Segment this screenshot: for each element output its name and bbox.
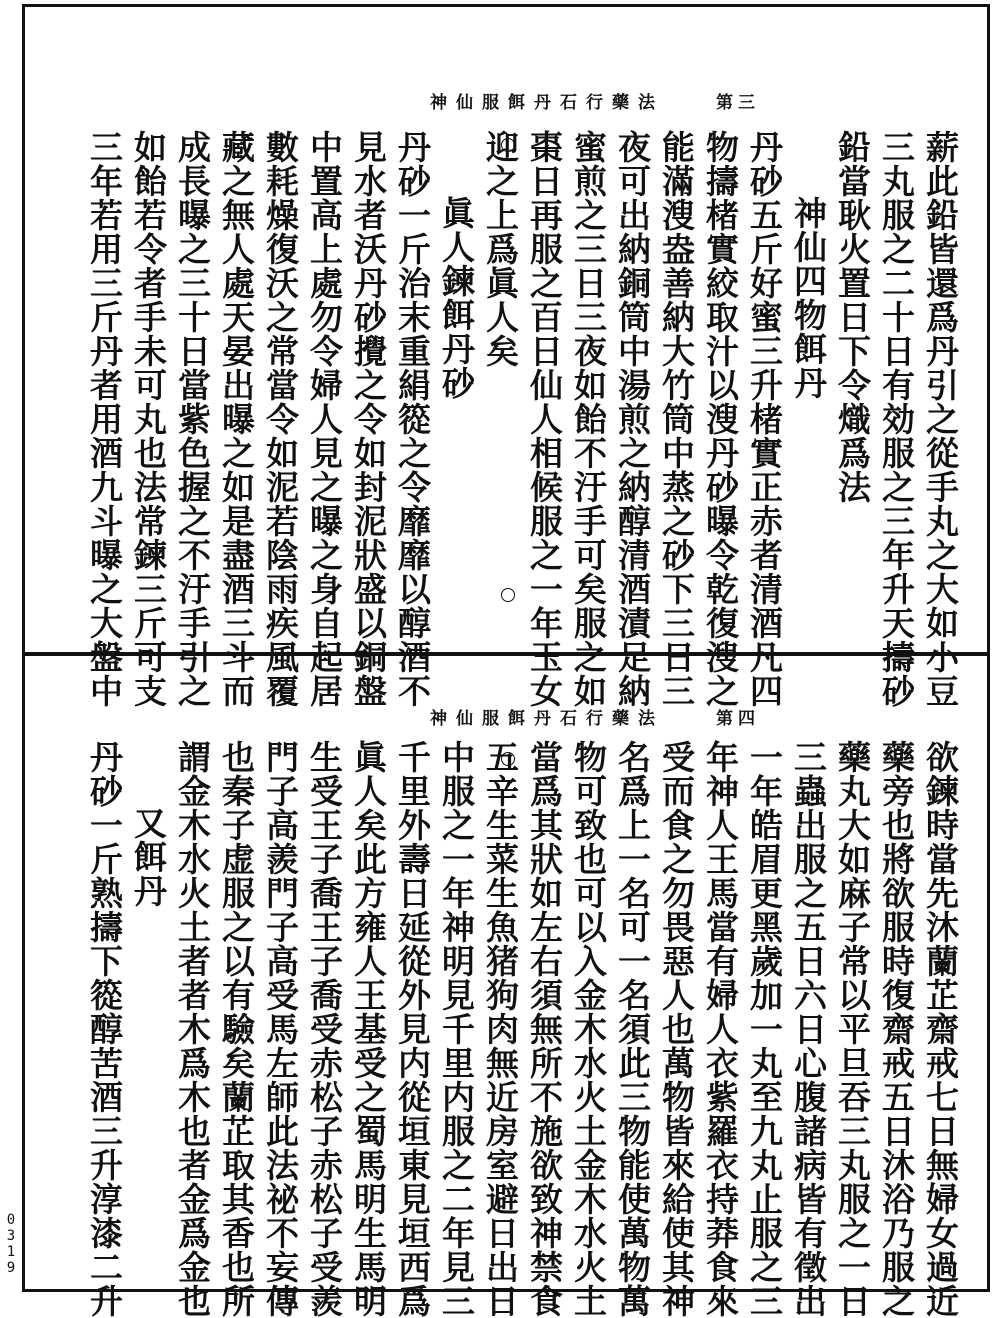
text-column: 如飴若令者手未可丸也法常鍊三斤可支: [129, 130, 168, 708]
text-column: 又餌丹: [129, 806, 168, 908]
upper-page-header: [430, 88, 760, 113]
text-column: 丹砂一斤熟擣下篵醇苦酒三升淳漆二升: [85, 740, 124, 1318]
text-column: 中置高上處勿令婦人見之曝之身自起居: [305, 130, 344, 708]
text-column: 三蟲出服之五日六日心腹諸病皆有徵出: [789, 740, 828, 1318]
upper-header-title: 神仙服餌丹石行藥法: [430, 93, 664, 113]
section-marker: [501, 752, 515, 766]
text-column: 一年皓眉更黑歲加一丸至九丸止服之三: [745, 740, 784, 1318]
text-column: 藥旁也將欲服時復齋戒五日沐浴乃服之: [877, 740, 916, 1318]
text-column: 三年若用三斤丹者用酒九斗曝之大盤中: [85, 130, 124, 708]
text-column: 也秦子虚服之以有驗矣蘭芷取其香也所: [217, 740, 256, 1318]
text-column: 謂金木水火土者者木爲木也者金爲金也: [173, 740, 212, 1318]
text-column: 夜可出納銅筒中湯煎之納醇清酒漬足納: [613, 130, 652, 708]
text-column: 丹砂五斤好蜜三升楮實正赤者清酒凡四: [745, 130, 784, 708]
text-column: 物擣楮實絞取汁以溲丹砂曝令乾復溲之: [701, 130, 740, 708]
text-column: 迎之上爲眞人矣: [481, 130, 520, 368]
text-column: 五辛生菜生魚猪狗肉無近房室避日出日: [481, 740, 520, 1318]
upper-page-label: 第三: [716, 93, 760, 113]
text-column: 三丸服之二十日有効服之三年升天擣砂: [877, 130, 916, 708]
text-column: 名爲上一名可一名須此三物能使萬物萬: [613, 740, 652, 1318]
text-column: 中服之一年神明見千里内服之二年見三: [437, 740, 476, 1318]
text-column: 當爲其狀如左右須無所不施欲致神禁食: [525, 740, 564, 1318]
text-column: 鉛當耿火置日下令熾爲法: [833, 130, 872, 504]
text-column: 生受王子喬王子喬受赤松子赤松子受羨: [305, 740, 344, 1318]
text-column: 年神人王馬當有婦人衣紫羅衣持莽食來: [701, 740, 740, 1318]
text-column: 丹砂一斤治末重絹篵之令靡靡以醇酒不: [393, 130, 432, 708]
text-column: 物可致也可以入金木水火土金木水火土: [569, 740, 608, 1318]
lower-header-title: 神仙服餌丹石行藥法: [430, 709, 664, 729]
text-column: 薪此鉛皆還爲丹引之從手丸之大如小豆: [921, 130, 960, 708]
text-column: 眞人鍊餌丹砂: [437, 196, 476, 400]
lower-page-label: 第四: [716, 709, 760, 729]
text-column: 見水者沃丹砂攪之令如封泥狀盛以銅盤: [349, 130, 388, 708]
text-column: 門子高羨門子高受馬左師此法祕不妄傳: [261, 740, 300, 1318]
page-number-side: 0319: [3, 1212, 19, 1276]
text-column: 神仙四物餌丹: [789, 196, 828, 400]
text-column: 數耗燥復沃之常當令如泥若陰雨疾風覆: [261, 130, 300, 708]
text-column: 受而食之勿畏惡人也萬物皆來給使其神: [657, 740, 696, 1318]
text-column: 千里外壽日延從外見内從垣東見垣西爲: [393, 740, 432, 1318]
text-column: 眞人矣此方雍人王基受之蜀馬明生馬明: [349, 740, 388, 1318]
text-column: 能滿溲盎善納大竹筒中蒸之砂下三日三: [657, 130, 696, 708]
text-column: 藥丸大如麻子常以平旦吞三丸服之一日: [833, 740, 872, 1318]
text-column: 欲鍊時當先沐蘭芷齋戒七日無婦女過近: [921, 740, 960, 1318]
text-column: 成長曝之三十日當紫色握之不汙手引之: [173, 130, 212, 708]
text-column: 蜜煎之三日三夜如飴不汙手可矣服之如: [569, 130, 608, 708]
text-column: 棗日再服之百日仙人相候服之一年玉女: [525, 130, 564, 708]
text-column: 藏之無人處天晏出曝之如是盡酒三斗而: [217, 130, 256, 708]
section-marker: [501, 138, 515, 152]
section-marker: [501, 588, 515, 602]
